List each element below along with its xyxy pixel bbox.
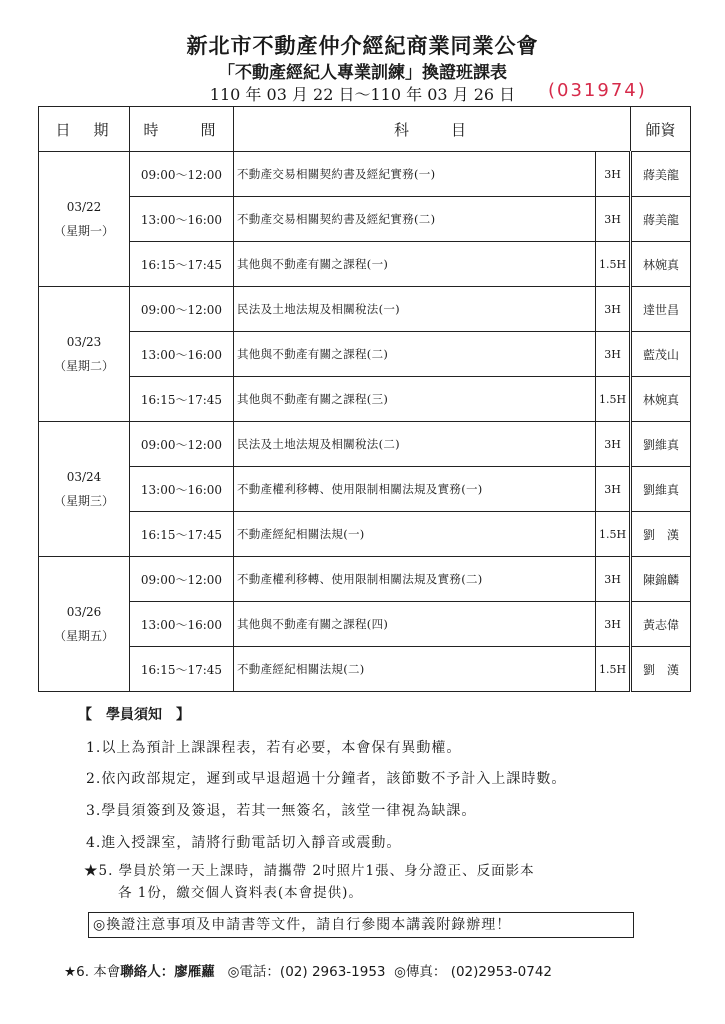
subject-cell: 不動產經紀相關法規(二): [234, 647, 596, 692]
page-title: 新北市不動產仲介經紀商業同業公會: [186, 33, 539, 58]
hours-cell: 3H: [596, 422, 631, 467]
subject-cell: 不動產經紀相關法規(一): [234, 512, 596, 557]
hours-cell: 3H: [596, 152, 631, 197]
table-row: [39, 467, 691, 512]
time-cell: 16:15～17:45: [130, 512, 234, 557]
notice-item: 2.依內政部規定，遲到或早退超過十分鐘者，該節數不予計入上課時數。: [86, 771, 567, 787]
table-row: [39, 377, 691, 422]
table-row: [39, 332, 691, 377]
day-date: 03/24: [66, 470, 102, 484]
teacher-cell: 劉維真: [631, 422, 691, 467]
subject-cell: 不動產權利移轉、使用限制相關法規及實務(一): [234, 467, 596, 512]
notice-item-5-line1: ★5. 學員於第一天上課時，請攜帶 2吋照片1張、身分證正、反面影本: [84, 863, 535, 879]
time-cell: 16:15～17:45: [130, 647, 234, 692]
hours-cell: 1.5H: [596, 647, 631, 692]
day-weekday: （星期三）: [53, 494, 114, 508]
header-teacher: 師資: [631, 107, 691, 152]
subject-cell: 不動產交易相關契約書及經紀實務(二): [234, 197, 596, 242]
teacher-cell: 蔣美龍: [631, 152, 691, 197]
day-cell: [39, 287, 130, 422]
subject-cell: 其他與不動產有關之課程(三): [234, 377, 596, 422]
table-row: [39, 557, 691, 602]
hours-cell: 1.5H: [596, 242, 631, 287]
teacher-cell: 林婉真: [631, 377, 691, 422]
table-row: [39, 152, 691, 197]
subject-cell: 其他與不動產有關之課程(二): [234, 332, 596, 377]
time-cell: 16:15～17:45: [130, 242, 234, 287]
notice-item-5-line2: 各 1份，繳交個人資料表(本會提供)。: [118, 885, 363, 901]
contact-person: 聯絡人：廖雁蘿: [120, 964, 215, 980]
time-cell: 09:00～12:00: [130, 152, 234, 197]
notice-item: 1.以上為預計上課課程表，若有必要，本會保有異動權。: [86, 740, 462, 756]
header-date: 日 期: [39, 107, 130, 152]
notice-heading: 【 學員須知 】: [78, 707, 190, 723]
contact-prefix: ★6. 本會: [64, 964, 121, 980]
day-date: 03/22: [66, 200, 102, 214]
hours-cell: 3H: [596, 287, 631, 332]
hours-cell: 1.5H: [596, 512, 631, 557]
teacher-cell: 劉 漢: [631, 647, 691, 692]
time-cell: 13:00～16:00: [130, 602, 234, 647]
day-cell: [39, 422, 130, 557]
day-weekday: （星期一）: [53, 224, 114, 238]
hours-cell: 1.5H: [596, 377, 631, 422]
day-date: 03/26: [66, 605, 102, 619]
subject-cell: 其他與不動產有關之課程(一): [234, 242, 596, 287]
time-cell: 13:00～16:00: [130, 467, 234, 512]
date-range: 110 年 03 月 22 日～110 年 03 月 26 日: [209, 85, 516, 104]
table-row: [39, 602, 691, 647]
hours-cell: 3H: [596, 557, 631, 602]
teacher-cell: 蔣美龍: [631, 197, 691, 242]
subject-cell: 不動產權利移轉、使用限制相關法規及實務(二): [234, 557, 596, 602]
table-row: [39, 512, 691, 557]
teacher-cell: 林婉真: [631, 242, 691, 287]
contact-phone: ◎電話：(02) 2963-1953: [227, 964, 386, 980]
hours-cell: 3H: [596, 332, 631, 377]
time-cell: 09:00～12:00: [130, 422, 234, 467]
time-cell: 09:00～12:00: [130, 287, 234, 332]
time-cell: 13:00～16:00: [130, 197, 234, 242]
table-row: [39, 422, 691, 467]
subject-cell: 民法及土地法規及相關稅法(二): [234, 422, 596, 467]
table-row: [39, 647, 691, 692]
day-date: 03/23: [66, 335, 102, 349]
boxed-notice: ◎換證注意事項及申請書等文件，請自行參閱本講義附錄辦理！: [88, 912, 634, 938]
table-row: [39, 197, 691, 242]
time-cell: 16:15～17:45: [130, 377, 234, 422]
hours-cell: 3H: [596, 467, 631, 512]
contact-fax: ◎傳真： (02)2953-0742: [394, 964, 552, 980]
day-cell: [39, 557, 130, 692]
schedule-table: [38, 106, 691, 692]
notice-item: 3.學員須簽到及簽退，若其一無簽名，該堂一律視為缺課。: [86, 803, 477, 819]
table-header-row: [39, 107, 691, 152]
handwritten-code: (031974): [548, 80, 647, 101]
subject-cell: 其他與不動產有關之課程(四): [234, 602, 596, 647]
notice-item-5: [84, 860, 535, 904]
teacher-cell: 劉 漢: [631, 512, 691, 557]
day-weekday: （星期二）: [53, 359, 114, 373]
table-row: [39, 287, 691, 332]
header-time: 時 間: [130, 107, 234, 152]
contact-line: [64, 960, 552, 980]
teacher-cell: 黃志偉: [631, 602, 691, 647]
teacher-cell: 劉維真: [631, 467, 691, 512]
time-cell: 13:00～16:00: [130, 332, 234, 377]
day-cell: [39, 152, 130, 287]
day-weekday: （星期五）: [53, 629, 114, 643]
subject-cell: 不動產交易相關契約書及經紀實務(一): [234, 152, 596, 197]
time-cell: 09:00～12:00: [130, 557, 234, 602]
notice-item: 4.進入授課室，請將行動電話切入靜音或震動。: [86, 835, 402, 851]
hours-cell: 3H: [596, 197, 631, 242]
table-row: [39, 242, 691, 287]
header-subject: 科 目: [234, 107, 631, 152]
teacher-cell: 藍茂山: [631, 332, 691, 377]
teacher-cell: 達世昌: [631, 287, 691, 332]
subject-cell: 民法及土地法規及相關稅法(一): [234, 287, 596, 332]
page-subtitle: 「不動產經紀人專業訓練」換證班課表: [218, 63, 507, 83]
teacher-cell: 陳錦麟: [631, 557, 691, 602]
hours-cell: 3H: [596, 602, 631, 647]
